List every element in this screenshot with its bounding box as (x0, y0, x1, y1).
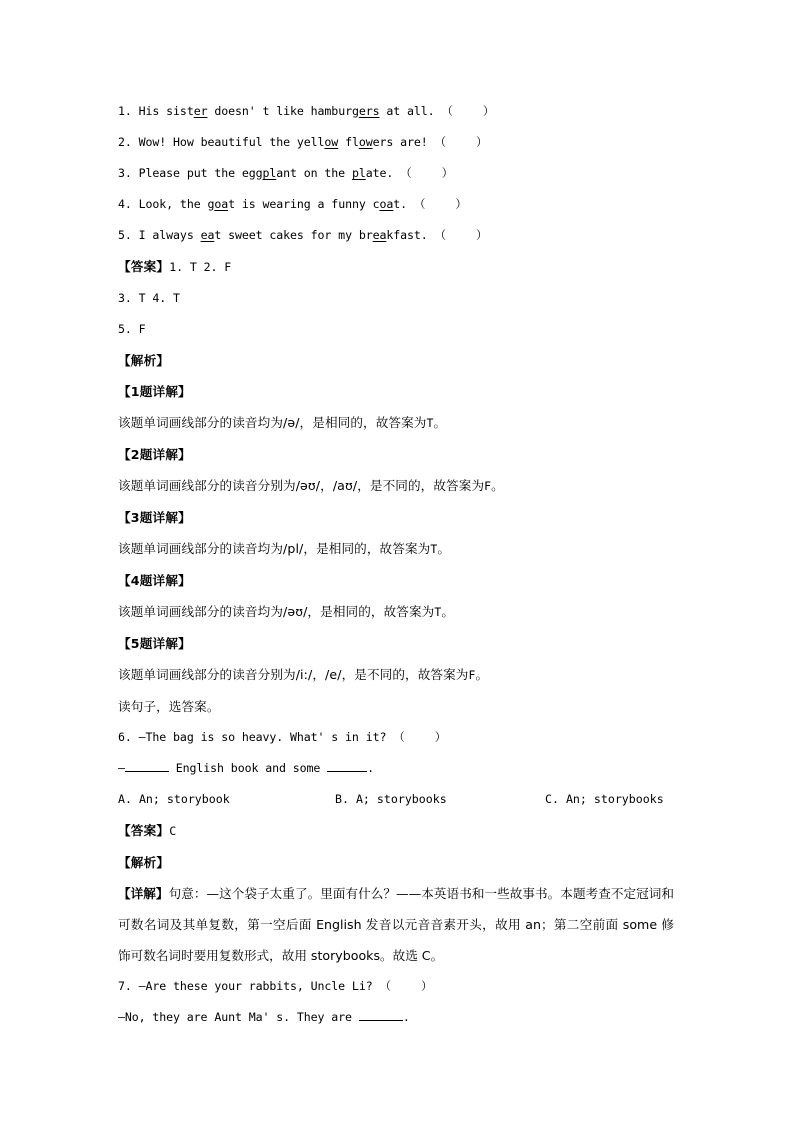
explanation-tail: 。 (437, 541, 451, 556)
option-a-text: An; storybook (138, 792, 230, 806)
explanation-answer-letter: T (434, 605, 442, 619)
question-text-mid: t is wearing a funny c (228, 197, 380, 211)
question-number: 6. (118, 730, 132, 744)
explanation-tail: 。 (475, 667, 489, 682)
question-6-answer-value: C (169, 824, 177, 838)
answer-values-line-1: 1. T 2. F (169, 260, 232, 274)
explanation-answer-letter: F (468, 668, 476, 682)
question-text-post: t. (393, 197, 408, 211)
response-mid-text: English book and some (168, 761, 328, 775)
question-text-post: ate. (365, 166, 394, 180)
answer-paren-close: ） (434, 730, 447, 744)
question-6-analysis-label: 【解析】 (118, 855, 170, 870)
analysis-label: 【解析】 (118, 353, 170, 368)
underlined-phoneme-1: er (193, 104, 208, 118)
option-c-key: C. (545, 792, 559, 806)
answer-paren-open: （ (441, 104, 453, 118)
option-c[interactable] (545, 784, 664, 815)
explanation-heading: 【3题详解】 (118, 510, 191, 525)
answer-block-line (118, 251, 674, 283)
question-text-post: at all. (379, 104, 435, 118)
question-text-pre: Look, the g (138, 197, 215, 211)
question-text-post: kfast. (386, 228, 428, 242)
underlined-phoneme-1: ea (200, 228, 215, 242)
explanation-answer-letter: F (484, 479, 492, 493)
response-prefix-text: —No, they are Aunt Ma' s. They are (118, 1010, 359, 1024)
answer-paren-close: ） (482, 104, 495, 118)
option-a-key: A. (118, 792, 132, 806)
question-number: 7. (118, 979, 132, 993)
question-6-response (118, 753, 674, 784)
question-text-mid: ant on the (276, 166, 352, 180)
answer-paren-open: （ (400, 166, 412, 180)
question-number: 3. (118, 166, 132, 180)
fill-blank-2[interactable] (327, 771, 367, 772)
question-stem-text: —The bag is so heavy. What' s in it? (138, 730, 387, 744)
underlined-phoneme-2: ow (358, 135, 373, 149)
explanation-heading: 【2题详解】 (118, 447, 191, 462)
answer-values-line-2: 3. T 4. T (118, 291, 180, 305)
question-number: 5. (118, 228, 132, 242)
answer-paren-close: ） (441, 166, 454, 180)
underlined-phoneme-1: pl (262, 166, 277, 180)
underlined-phoneme-2: oa (379, 197, 394, 211)
answer-paren-open: （ (434, 228, 447, 242)
question-item (118, 96, 674, 127)
question-item (118, 127, 674, 158)
underlined-phoneme-2: ers (358, 104, 380, 118)
fill-blank-1[interactable] (359, 1020, 403, 1021)
answer-label: 【答案】 (118, 259, 170, 274)
document-content (118, 96, 674, 1033)
question-text-pre: His sist (138, 104, 194, 118)
explanation-text (118, 533, 674, 565)
answer-paren-close: ） (476, 228, 488, 242)
explanation-text (118, 470, 674, 502)
question-6-answer-line (118, 815, 674, 847)
dash-prefix: — (118, 761, 125, 775)
underlined-phoneme-2: ea (372, 228, 387, 242)
option-b-key: B. (335, 792, 349, 806)
question-7-response (118, 1002, 674, 1033)
question-6-stem (118, 722, 674, 753)
answer-paren-open: （ (434, 135, 447, 149)
detail-label: 【详解】 (118, 886, 169, 901)
fill-blank-1[interactable] (125, 771, 169, 772)
answer-values-line-3: 5. F (118, 322, 146, 336)
option-c-text: An; storybooks (565, 792, 664, 806)
question-6-options (118, 784, 674, 815)
explanation-text (118, 659, 674, 691)
explanation-text (118, 596, 674, 628)
question-item (118, 220, 674, 251)
explanation-body: 该题单词画线部分的读音分别为/i:/，/e/，是不同的，故答案为 (118, 667, 469, 682)
explanation-body: 该题单词画线部分的读音均为/pl/，是相同的，故答案为 (118, 541, 431, 556)
answer-label: 【答案】 (118, 823, 170, 838)
question-text-mid: t sweet cakes for my br (214, 228, 373, 242)
question-text-mid: doesn' t like hamburg (207, 104, 359, 118)
explanation-tail: 。 (491, 478, 504, 493)
answer-paren-close: ） (476, 135, 488, 149)
question-item (118, 158, 674, 189)
question-text-pre: I always (138, 228, 201, 242)
explanation-body: 该题单词画线部分的读音分别为/əʊ/，/aʊ/，是不同的，故答案为 (118, 478, 485, 493)
explanation-answer-letter: T (430, 542, 438, 556)
answer-paren-open: （ (393, 730, 405, 744)
question-text-pre: Wow! How beautiful the yell (138, 135, 325, 149)
explanation-tail: 。 (433, 415, 447, 430)
question-text-mid: fl (338, 135, 359, 149)
explanation-answer-letter: T (426, 416, 434, 430)
answer-paren-open: （ (413, 197, 426, 211)
answer-paren-close: ） (420, 979, 433, 993)
question-number: 2. (118, 135, 132, 149)
explanation-heading: 【1题详解】 (118, 384, 191, 399)
answer-paren-open: （ (379, 979, 391, 993)
explanation-body: 该题单词画线部分的读音均为/əʊ/，是相同的，故答案为 (118, 604, 435, 619)
response-end-text: . (402, 1010, 410, 1024)
answer-paren-close: ） (455, 197, 467, 211)
question-item (118, 189, 674, 220)
option-b[interactable] (335, 784, 447, 815)
option-b-text: A; storybooks (355, 792, 447, 806)
explanation-heading: 【5题详解】 (118, 636, 191, 651)
question-text-post: ers are! (372, 135, 428, 149)
explanation-tail: 。 (441, 604, 455, 619)
underlined-phoneme-1: ow (324, 135, 339, 149)
detail-text: 句意：—这个袋子太重了。里面有什么？——本英语书和一些故事书。本题考查不定冠词和可数名词及其单复数，第一空后面 English 发音以元音音素开头，故用 an；第二空前面 some 修饰可数名词时要用复数形式，故用 storybooks。故选 C。 (118, 886, 675, 963)
question-text-pre: Please put the egg (138, 166, 263, 180)
question-number: 4. (118, 197, 132, 211)
explanation-heading: 【4题详解】 (118, 573, 191, 588)
underlined-phoneme-1: oa (214, 197, 229, 211)
question-number: 1. (118, 104, 132, 118)
option-a[interactable] (118, 784, 230, 815)
underlined-phoneme-2: pl (351, 166, 366, 180)
question-stem-text: —Are these your rabbits, Uncle Li? (138, 979, 373, 993)
question-7-stem (118, 971, 674, 1002)
question-6-detail-paragraph (118, 878, 674, 971)
explanation-body: 该题单词画线部分的读音均为/ə/，是相同的，故答案为 (118, 415, 427, 430)
explanation-text (118, 407, 674, 439)
section-instruction: 读句子，选答案。 (118, 699, 220, 714)
response-end-text: . (367, 761, 375, 775)
